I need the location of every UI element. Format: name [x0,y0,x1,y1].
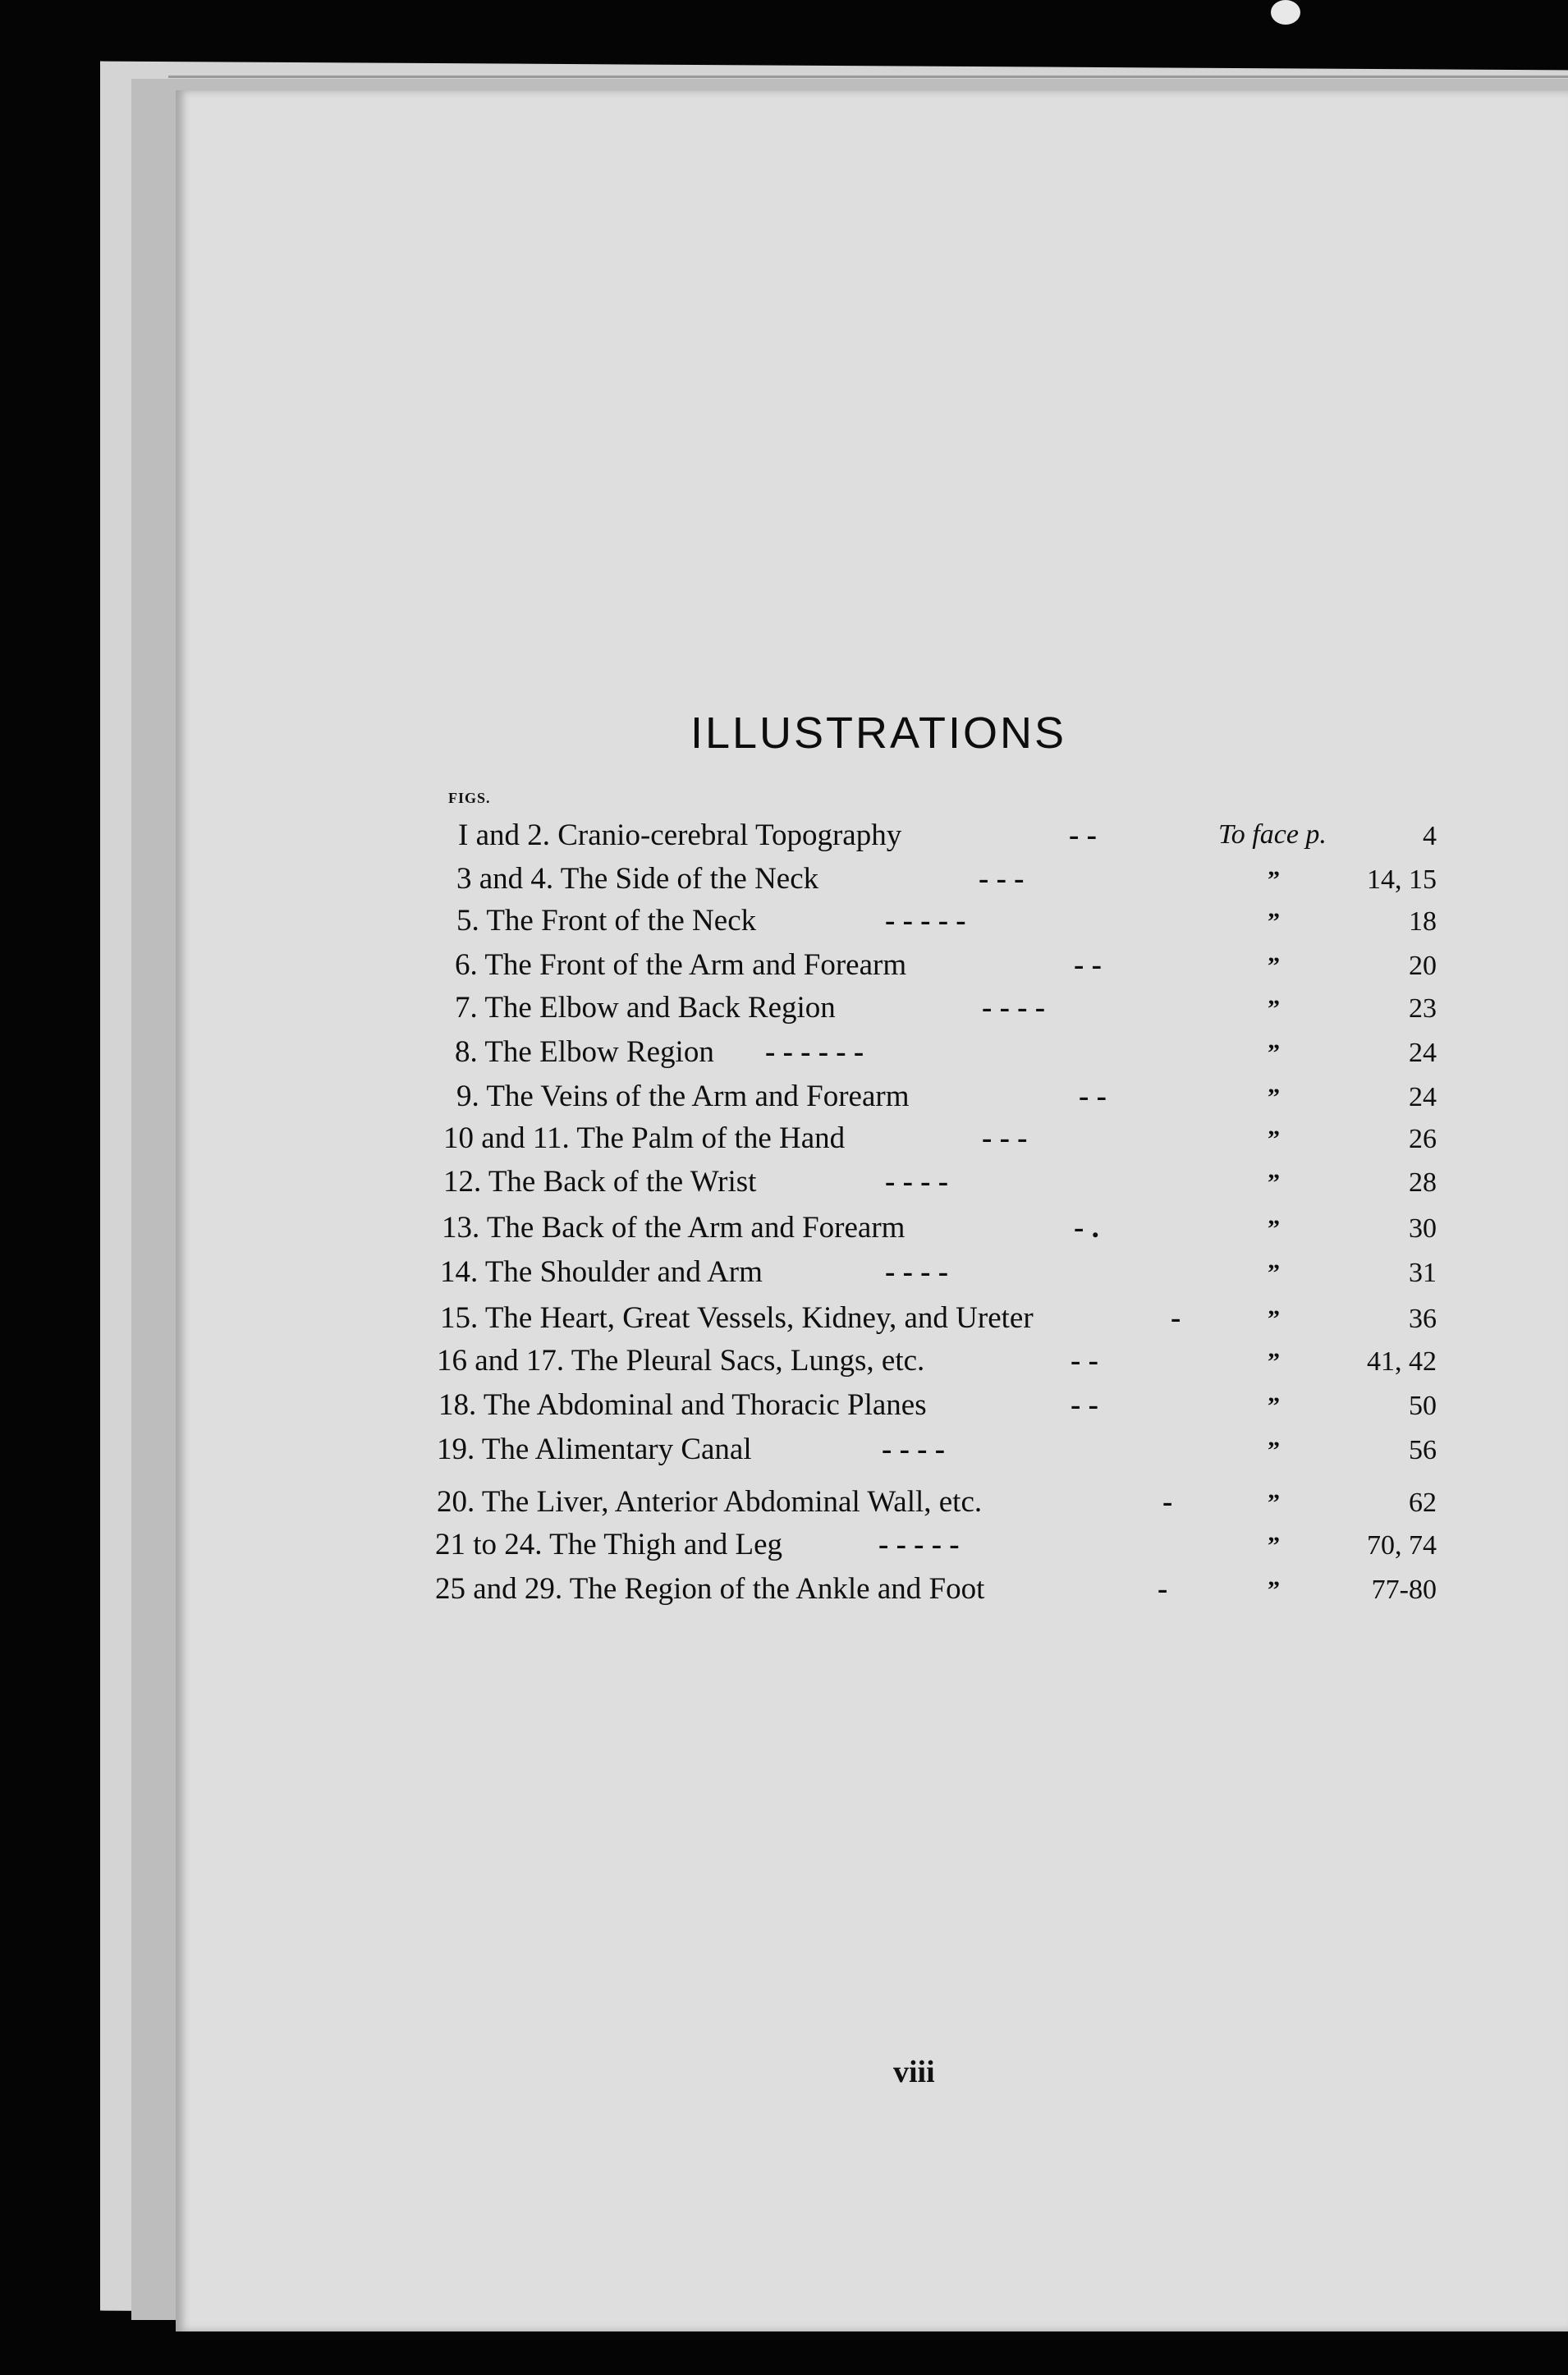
ditto-mark: ” [1268,995,1280,1022]
list-item [0,1432,1568,1473]
list-item [0,1121,1568,1162]
entry-page: 30 [1409,1213,1437,1244]
entry-page: 24 [1409,1038,1437,1068]
list-item [0,903,1568,944]
entry-page: 4 [1423,821,1437,851]
list-item [0,861,1568,902]
entry-label: 7. The Elbow and Back Region [455,991,836,1025]
entry-leader: - - [1074,948,1102,982]
page-title: ILLUSTRATIONS [690,708,1067,758]
entry-leader: - - [1069,818,1097,852]
ditto-mark: ” [1268,1169,1280,1196]
ditto-mark: ” [1268,1392,1280,1419]
list-item [0,1300,1568,1341]
entry-label: 14. The Shoulder and Arm [440,1255,763,1289]
entry-page: 50 [1409,1391,1437,1421]
entry-leader: - - - - [885,1165,949,1199]
entry-page: 26 [1409,1124,1437,1154]
entry-leader: - - [1071,1344,1098,1378]
ditto-mark: ” [1268,1039,1280,1066]
entry-label: I and 2. Cranio-cerebral Topography [458,818,902,852]
ditto-mark: ” [1268,866,1280,893]
entry-label: 12. The Back of the Wrist [443,1165,757,1199]
ditto-mark: ” [1268,1259,1280,1286]
entry-label: 20. The Liver, Anterior Abdominal Wall, etc. [437,1485,983,1519]
page-number: viii [893,2055,935,2089]
ditto-mark: ” [1268,1532,1280,1559]
entry-leader: - [1158,1572,1168,1606]
entry-page: 41, 42 [1367,1346,1437,1377]
entry-label: 8. The Elbow Region [455,1035,714,1069]
entry-label: 6. The Front of the Arm and Forearm [455,948,907,982]
list-item [0,1210,1568,1251]
list-item [0,1164,1568,1205]
entry-leader: - - - - - - [765,1035,864,1069]
entry-label: 5. The Front of the Neck [456,904,757,938]
entry-label: 3 and 4. The Side of the Neck [456,862,819,896]
ditto-mark: ” [1268,1576,1280,1603]
entry-page: 70, 74 [1367,1530,1437,1561]
list-item [0,1527,1568,1568]
ditto-mark: ” [1268,1126,1280,1153]
entry-leader: - - - - - [878,1528,960,1561]
entry-leader: - - - - [982,991,1046,1025]
list-item [0,1571,1568,1612]
list-item [0,947,1568,988]
ditto-mark: ” [1268,1437,1280,1464]
ditto-mark: ” [1268,908,1280,935]
entry-page: 31 [1409,1258,1437,1288]
ditto-mark: ” [1268,1305,1280,1332]
entry-leader: - [1162,1485,1173,1519]
entry-page: 56 [1409,1435,1437,1465]
list-item [0,1079,1568,1120]
entry-leader: - [1171,1301,1181,1335]
list-item [0,1387,1568,1428]
entry-label: 19. The Alimentary Canal [437,1433,752,1466]
entry-leader: - - - - [885,1255,949,1289]
entry-page: 20 [1409,951,1437,981]
entry-label: 25 and 29. The Region of the Ankle and Foot [435,1572,985,1606]
entry-page: 62 [1409,1488,1437,1518]
entry-leader: - - - [982,1121,1028,1155]
entry-page: 23 [1409,993,1437,1024]
entry-label: 21 to 24. The Thigh and Leg [435,1528,783,1561]
entry-label: 15. The Heart, Great Vessels, Kidney, and Ureter [440,1301,1034,1335]
entry-page: 77-80 [1371,1575,1437,1605]
entry-leader: - . [1074,1211,1099,1245]
entry-label: 13. The Back of the Arm and Forearm [442,1211,905,1245]
entry-leader: - - - - [882,1433,946,1466]
list-item [0,1484,1568,1525]
entry-page: 18 [1409,906,1437,937]
entry-leader: - - [1079,1080,1107,1113]
entry-page: 36 [1409,1304,1437,1334]
entry-page: 28 [1409,1167,1437,1198]
entry-label: 10 and 11. The Palm of the Hand [443,1121,846,1155]
ditto-mark: ” [1268,1215,1280,1242]
figs-column-label: FIGS. [448,790,491,806]
entry-label: 9. The Veins of the Arm and Forearm [456,1080,910,1113]
entry-leader: - - - - - [885,904,966,938]
entry-leader: - - [1071,1388,1098,1422]
list-item [0,1254,1568,1295]
list-item [0,818,1568,859]
to-face-label: To face p. [1218,819,1327,850]
list-item [0,1343,1568,1384]
entry-page: 24 [1409,1082,1437,1112]
ditto-mark: ” [1268,952,1280,979]
list-item [0,1034,1568,1075]
entry-label: 18. The Abdominal and Thoracic Planes [438,1388,927,1422]
entry-leader: - - - [979,862,1025,896]
ditto-mark: ” [1268,1348,1280,1375]
ditto-mark: ” [1268,1489,1280,1516]
entry-label: 16 and 17. The Pleural Sacs, Lungs, etc. [437,1344,925,1378]
entry-page: 14, 15 [1367,864,1437,895]
ditto-mark: ” [1268,1084,1280,1111]
list-item [0,990,1568,1031]
